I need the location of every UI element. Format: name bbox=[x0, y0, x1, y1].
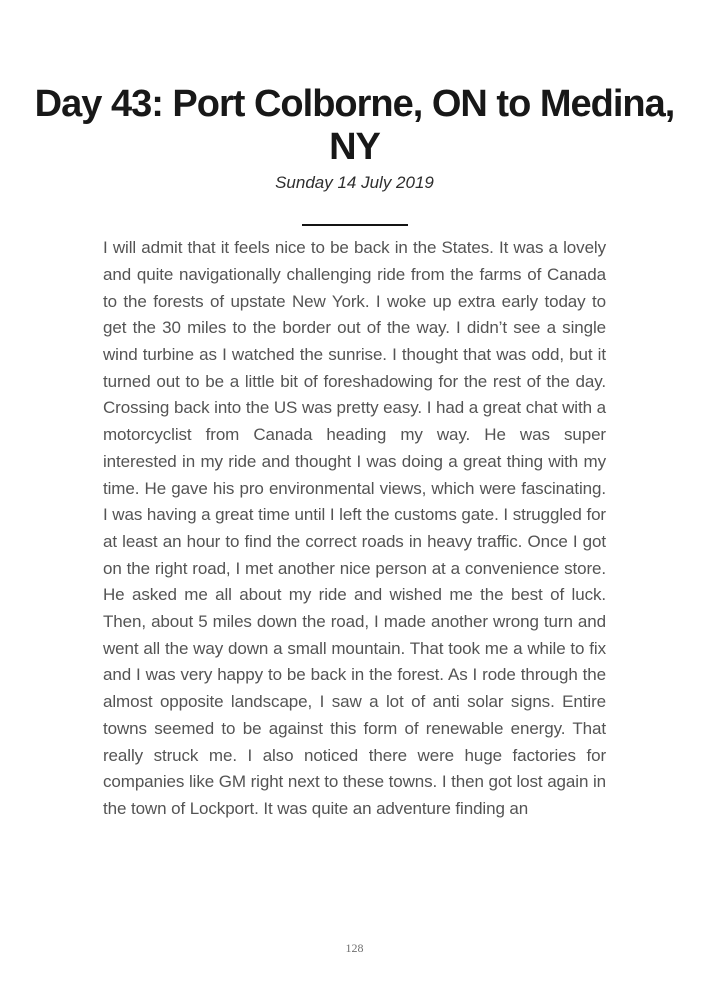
entry-body-paragraph: I will admit that it feels nice to be back in the States. It was a lovely and quite navigationally challenging ride from the farms of Canada to the forests of upstate New York. I woke up extra early today to get the 30 miles to the border out of the way. I didn’t see a single wind turbine as I watched the sunrise. I thought that was odd, but it turned out to be a little bit of foreshadowing for the rest of the day. Crossing back into the US was pretty easy. I had a great chat with a motorcyclist from Canada heading my way. He was super interested in my ride and thought I was doing a great thing with my time. He gave his pro environmental views, which were fascinating. I was having a great time until I left the customs gate. I struggled for at least an hour to find the correct roads in heavy traffic. Once I got on the right road, I met another nice person at a convenience store. He asked me all about my ride and wished me the best of luck. Then, about 5 miles down the road, I made another wrong turn and went all the way down a small mountain. That took me a while to fix and I was very happy to be back in the forest. As I rode through the almost opposite landscape, I saw a lot of anti solar signs. Entire towns seemed to be against this form of renewable energy. That really struck me. I also noticed there were huge factories for companies like GM right next to these towns. I then got lost again in the town of Lockport. It was quite an adventure finding an bbox=[103, 238, 606, 818]
page-number: 128 bbox=[345, 941, 364, 955]
page-title: Day 43: Port Colborne, ON to Medina, NY bbox=[34, 83, 675, 168]
section-divider bbox=[302, 224, 408, 226]
entry-date: Sunday 14 July 2019 bbox=[275, 173, 434, 193]
